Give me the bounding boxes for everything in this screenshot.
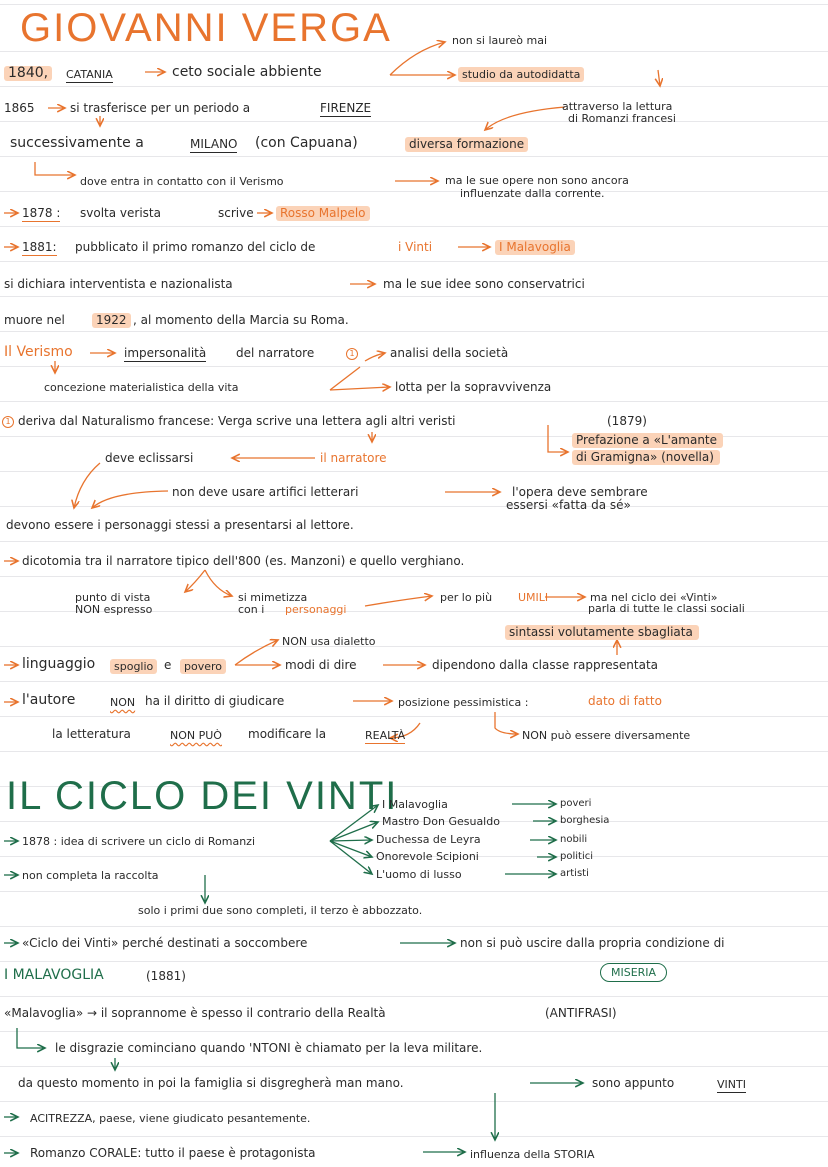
note-impersonalita: impersonalità: [124, 346, 207, 360]
cycle-i-vinti: i Vinti: [398, 240, 433, 254]
note-artifici: non deve usare artifici letterari: [172, 485, 359, 499]
note-e: e: [164, 658, 172, 672]
note-studio: studio da autodidatta: [458, 67, 584, 82]
note-analisi: analisi della società: [390, 346, 509, 360]
note-ciclo-1: ma nel ciclo dei «Vinti»: [590, 591, 718, 604]
note-deriva: deriva dal Naturalismo francese: Verga scrive una lettera agli altri veristi: [18, 414, 456, 428]
novel-class: nobili: [560, 834, 588, 845]
year-1879: (1879): [607, 414, 647, 428]
note-raccolta: non completa la raccolta: [22, 869, 159, 882]
year-1922: 1922: [92, 313, 131, 328]
note-letteratura: la letteratura: [52, 727, 131, 741]
note-diritto: ha il diritto di giudicare: [145, 694, 285, 708]
note-scrive: scrive: [218, 206, 254, 220]
note-diversa-formazione: diversa formazione: [405, 137, 528, 152]
year-1881: 1881:: [22, 240, 57, 254]
note-idea-ciclo: 1878 : idea di scrivere un ciclo di Romanzi: [22, 835, 255, 848]
note-il-narratore: il narratore: [320, 451, 387, 465]
note-opere-1: ma le sue opere non sono ancora: [445, 174, 629, 187]
note-spoglio: spoglio: [110, 659, 157, 674]
note-modi: modi di dire: [285, 658, 357, 672]
note-soprannome: «Malavoglia» → il soprannome è spesso il contrario della Realtà: [4, 1006, 386, 1020]
note-successivamente: successivamente a: [10, 135, 144, 151]
novel-class: borghesia: [560, 815, 610, 826]
note-umili: UMILI: [518, 591, 549, 604]
novel-title: L'uomo di lusso: [376, 868, 462, 881]
note-lotta: lotta per la sopravvivenza: [395, 380, 552, 394]
note-capuana: (con Capuana): [255, 135, 358, 151]
note-ciclo-2: parla di tutte le classi sociali: [588, 602, 745, 615]
badge-miseria: MISERIA: [600, 963, 667, 982]
year-malavoglia: (1881): [146, 969, 186, 983]
note-concezione: concezione materialistica della vita: [44, 381, 239, 394]
section-title-ciclo: IL CICLO DEI VINTI: [6, 774, 399, 818]
note-realta: REALTÀ: [365, 729, 406, 742]
note-pubblicato: pubblicato il primo romanzo del ciclo de: [75, 240, 316, 254]
note-attraverso-1: attraverso la lettura: [562, 100, 673, 113]
note-non-laureo: non si laureò mai: [452, 34, 548, 47]
note-acitrezza: ACITREZZA, paese, viene giudicato pesantemente.: [30, 1112, 311, 1125]
page-title: GIOVANNI VERGA: [20, 6, 392, 50]
novel-title: Duchessa de Leyra: [376, 833, 481, 846]
note-famiglia: da questo momento in poi la famiglia si disgregherà man mano.: [18, 1076, 404, 1090]
note-antifrasi: (ANTIFRASI): [545, 1006, 617, 1020]
work-rosso-malpelo: Rosso Malpelo: [276, 206, 370, 221]
note-dicotomia: dicotomia tra il narratore tipico dell'800 (es. Manzoni) e quello verghiano.: [22, 554, 465, 568]
year-1878: 1878 :: [22, 206, 61, 220]
novel-title: Onorevole Scipioni: [376, 850, 479, 863]
note-attraverso-2: di Romanzi francesi: [568, 112, 676, 125]
novel-class: poveri: [560, 798, 592, 809]
note-solo-due: solo i primi due sono completi, il terzo è abbozzato.: [138, 904, 423, 917]
note-muore: muore nel: [4, 313, 65, 327]
note-corale: Romanzo CORALE: tutto il paese è protagonista: [30, 1146, 316, 1160]
novel-class: artisti: [560, 868, 589, 879]
note-mimetizza-1: si mimetizza: [238, 591, 308, 604]
note-ceto: ceto sociale abbiente: [172, 64, 322, 80]
note-appunto: sono appunto: [592, 1076, 675, 1090]
note-ciclo-vinti: «Ciclo dei Vinti» perché destinati a soccombere: [22, 936, 308, 950]
note-prefazione-2: di Gramigna» (novella): [572, 450, 720, 465]
footnote-marker: 1: [346, 348, 358, 360]
footnote-marker-2: 1: [2, 416, 14, 428]
heading-malavoglia: I MALAVOGLIA: [4, 967, 104, 983]
note-narratore: del narratore: [236, 346, 315, 360]
note-idee: ma le sue idee sono conservatrici: [383, 277, 585, 291]
city-milano: MILANO: [190, 137, 238, 151]
note-uscire: non si può uscire dalla propria condizione di: [460, 936, 725, 950]
note-storia: influenza della STORIA: [470, 1148, 595, 1161]
note-linguaggio: linguaggio: [22, 656, 96, 672]
note-non-puo: NON PUÒ: [170, 729, 222, 742]
year-1840: 1840,: [4, 66, 52, 81]
note-punto-2: NON espresso: [75, 603, 153, 616]
note-trasferisce: si trasferisce per un periodo a: [70, 101, 251, 115]
note-vinti: VINTI: [717, 1078, 746, 1091]
note-eclissarsi: deve eclissarsi: [105, 451, 194, 465]
note-svolta: svolta verista: [80, 206, 161, 220]
note-diversamente: NON può essere diversamente: [522, 729, 691, 742]
note-disgrazie: le disgrazie cominciano quando 'NTONI è chiamato per la leva militare.: [55, 1041, 483, 1055]
note-povero: povero: [180, 659, 226, 674]
note-dove-entra: dove entra in contatto con il Verismo: [80, 175, 284, 188]
year-1865: 1865: [4, 101, 35, 115]
city-firenze: FIRENZE: [320, 101, 372, 115]
note-modificare: modificare la: [248, 727, 327, 741]
note-prefazione-1: Prefazione a «L'amante: [572, 433, 723, 448]
city-catania: CATANIA: [66, 68, 113, 81]
note-perlopiu: per lo più: [440, 591, 493, 604]
note-personaggi: personaggi: [285, 603, 347, 616]
note-dato-di-fatto: dato di fatto: [588, 694, 662, 708]
note-devono: devono essere i personaggi stessi a presentarsi al lettore.: [6, 518, 354, 532]
note-sintassi: sintassi volutamente sbagliata: [505, 625, 699, 640]
note-non-1: NON: [110, 696, 136, 709]
note-opera-2: essersi «fatta da sé»: [506, 498, 631, 512]
novel-title: I Malavoglia: [382, 798, 448, 811]
note-posizione: posizione pessimistica :: [398, 696, 529, 709]
note-marcia: , al momento della Marcia su Roma.: [133, 313, 349, 327]
note-dialetto: NON usa dialetto: [282, 635, 376, 648]
note-opera-1: l'opera deve sembrare: [512, 485, 648, 499]
note-punto-1: punto di vista: [75, 591, 151, 604]
heading-verismo: Il Verismo: [4, 344, 73, 360]
work-malavoglia: I Malavoglia: [495, 240, 575, 255]
novel-title: Mastro Don Gesualdo: [382, 815, 500, 828]
novel-class: politici: [560, 851, 593, 862]
note-mimetizza-2: con i: [238, 603, 265, 616]
note-dichiara: si dichiara interventista e nazionalista: [4, 277, 233, 291]
note-autore: l'autore: [22, 692, 76, 708]
note-dipendono: dipendono dalla classe rappresentata: [432, 658, 659, 672]
note-opere-2: influenzate dalla corrente.: [460, 187, 605, 200]
